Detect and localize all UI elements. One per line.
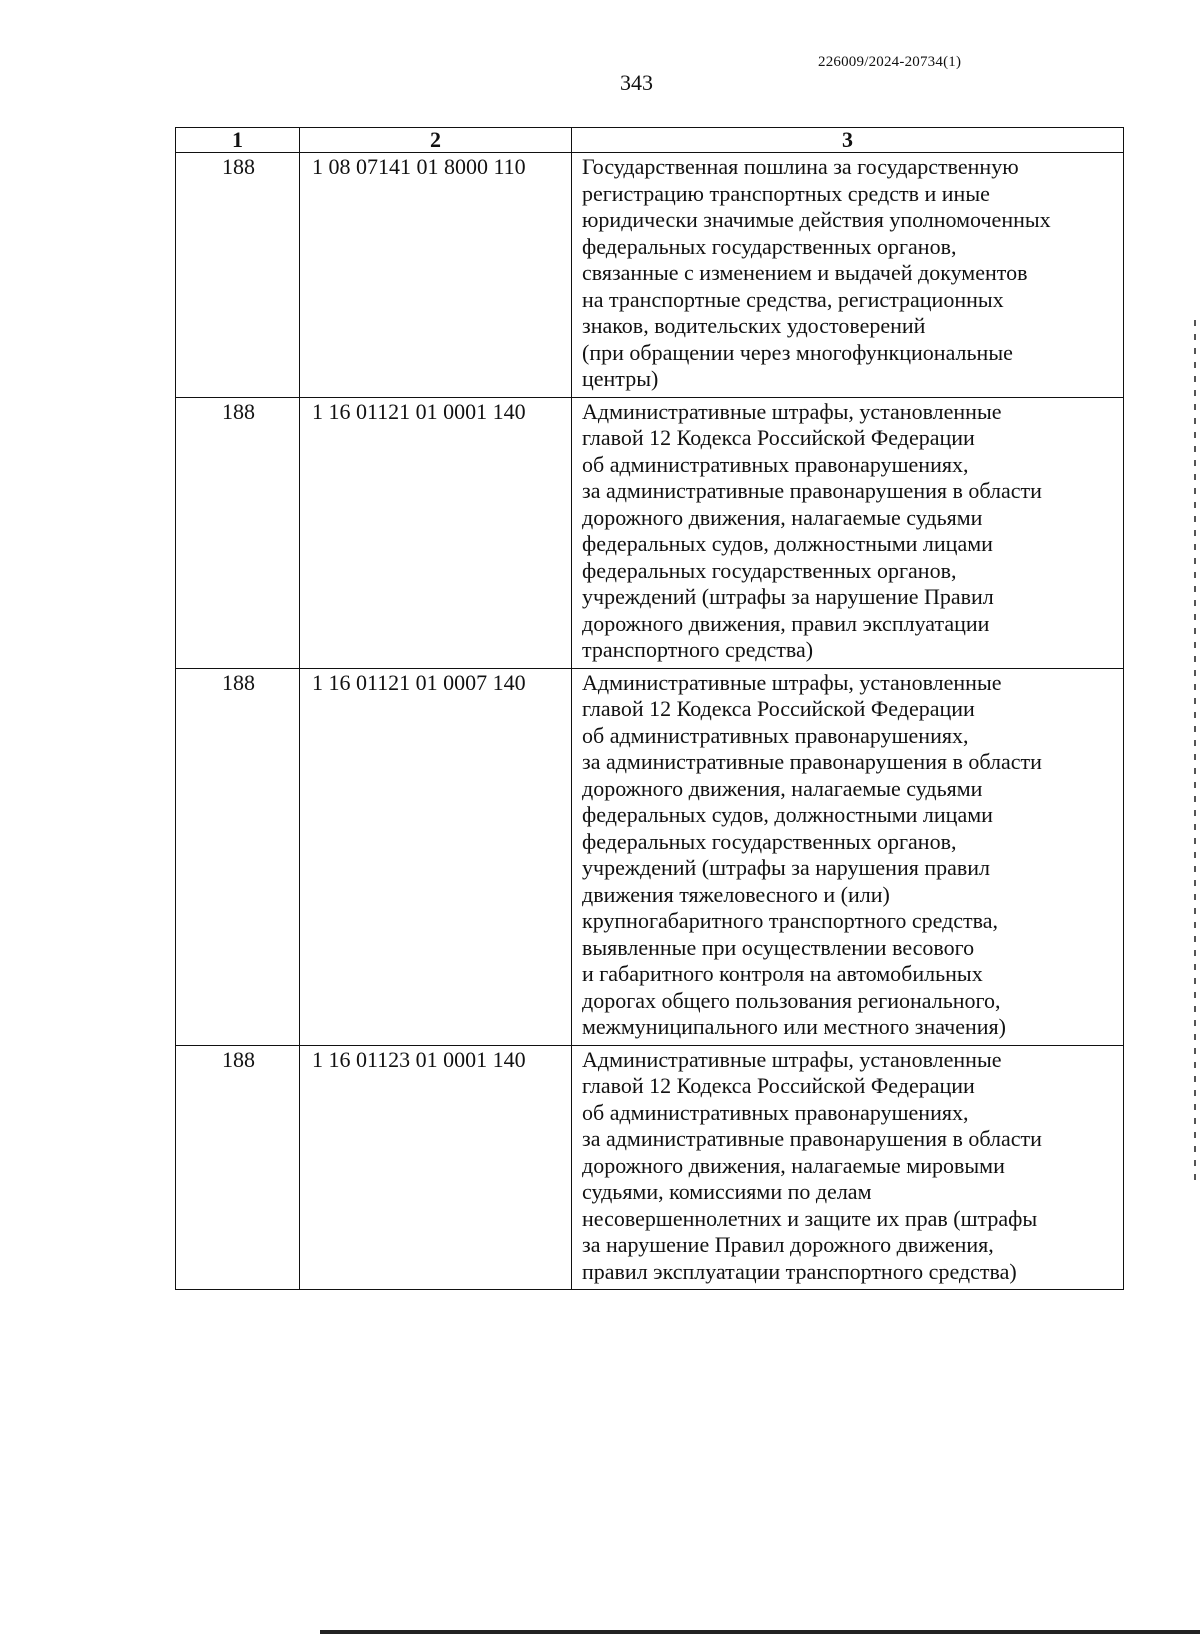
revenue-description-cell: Административные штрафы, установленные главой 12 Кодекса Российской Федерации об административных правонарушениях, за административные правонарушения в области дорожного движения, налагаемые мировыми судьями, комиссиями по делам несовершеннолетних и защите их прав (штрафы за нарушение Правил дорожного движения, правил эксплуатации транспортного средства) [572, 1045, 1124, 1290]
administrator-code-cell: 188 [176, 153, 300, 398]
revenue-code-cell: 1 08 07141 01 8000 110 [300, 153, 572, 398]
budget-codes-table [175, 127, 1124, 1290]
revenue-code-cell: 1 16 01121 01 0001 140 [300, 397, 572, 668]
revenue-code-cell: 1 16 01123 01 0001 140 [300, 1045, 572, 1290]
revenue-code-cell: 1 16 01121 01 0007 140 [300, 668, 572, 1045]
column-header-3: 3 [572, 128, 1124, 153]
administrator-code-cell: 188 [176, 668, 300, 1045]
table-row [176, 397, 1124, 668]
scan-edge-marks [1194, 320, 1196, 1180]
table-row [176, 153, 1124, 398]
administrator-code-cell: 188 [176, 1045, 300, 1290]
page-number: 343 [620, 70, 653, 95]
revenue-description-cell: Административные штрафы, установленные главой 12 Кодекса Российской Федерации об административных правонарушениях, за административные правонарушения в области дорожного движения, налагаемые судьями федеральных судов, должностными лицами федеральных государственных органов, учреждений (штрафы за нарушение Правил дорожного движения, правил эксплуатации транспортного средства) [572, 397, 1124, 668]
column-header-1: 1 [176, 128, 300, 153]
revenue-description-cell: Административные штрафы, установленные главой 12 Кодекса Российской Федерации об административных правонарушениях, за административные правонарушения в области дорожного движения, налагаемые судьями федеральных судов, должностными лицами федеральных государственных органов, учреждений (штрафы за нарушения правил движения тяжеловесного и (или) крупногабаритного транспортного средства, выявленные при осуществлении весового и габаритного контроля на автомобильных дорогах общего пользования регионального, межмуниципального или местного значения) [572, 668, 1124, 1045]
revenue-description-cell: Государственная пошлина за государственную регистрацию транспортных средств и иные юридически значимые действия уполномоченных федеральных государственных органов, связанные с изменением и выдачей документов на транспортные средства, регистрационных знаков, водительских удостоверений (при обращении через многофункциональные центры) [572, 153, 1124, 398]
document-registration-number: 226009/2024-20734(1) [818, 54, 962, 70]
column-header-2: 2 [300, 128, 572, 153]
administrator-code-cell: 188 [176, 397, 300, 668]
scan-bottom-edge [320, 1630, 1200, 1634]
table-row [176, 668, 1124, 1045]
table-row [176, 1045, 1124, 1290]
table-header-row [176, 128, 1124, 153]
